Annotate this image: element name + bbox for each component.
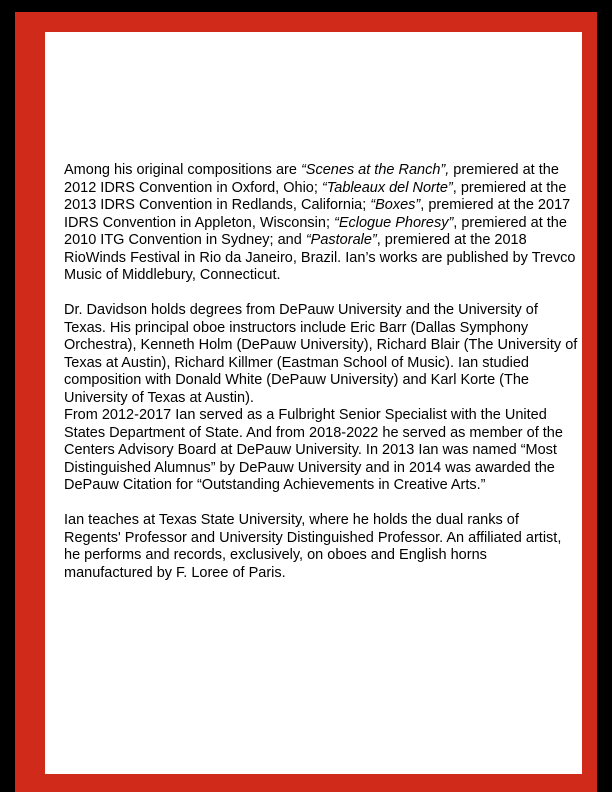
biography-text	[64, 162, 579, 600]
text-run: Among his original compositions are	[64, 162, 301, 178]
composition-title: “Pastorale”	[305, 232, 377, 248]
red-border	[15, 12, 597, 792]
text-run: , premiered at the 2017 IDRS Convention in Appleton, Wisconsin;	[64, 197, 571, 231]
text-run: premiered at the 2012 IDRS Convention in Oxford, Ohio;	[64, 162, 559, 196]
text-run: , premiered at the 2010 ITG Convention in Sydney; and	[64, 214, 567, 248]
white-panel	[45, 32, 582, 774]
teaching-paragraph: Ian teaches at Texas State University, where he holds the dual ranks of Regents' Professor and University Distinguished Professor. An affiliated artist, he performs and records, exclusively, on oboes and English horns manufactured by F. Loree of Paris.	[64, 512, 562, 581]
composition-title: “Tableaux del Norte”	[321, 179, 453, 196]
education-paragraph: Dr. Davidson holds degrees from DePauw University and the University of Texas. His principal oboe instructors include Eric Barr (Dallas Symphony Orchestra), Kenneth Holm (DePauw University), Richard Blair (The University of Texas at Austin), Richard Killmer (Eastman School of Music). Ian studied composition with Donald White (DePauw University) and Karl Korte (The University of Texas at Austin).	[64, 302, 578, 406]
text-run: , premiered at the 2013 IDRS Convention in Redlands, California;	[64, 179, 567, 213]
compositions-paragraph	[64, 162, 579, 285]
text-run: , premiered at the 2018 RioWinds Festival in Rio da Janeiro, Brazil. Ian’s works are published by Trevco Music of Middlebury, Connecticut.	[64, 232, 576, 283]
composition-title: “Boxes”	[370, 197, 421, 213]
composition-title: “Eclogue Phoresy”	[334, 214, 454, 231]
composition-title: “Scenes at the Ranch”,	[300, 162, 450, 178]
honors-paragraph: From 2012-2017 Ian served as a Fulbright Senior Specialist with the United States Department of State. And from 2018-2022 he served as member of the Centers Advisory Board at DePauw University. In 2013 Ian was named “Most Distinguished Alumnus” by DePauw University and in 2014 was awarded the DePauw Citation for “Outstanding Achievements in Creative Arts.”	[64, 407, 563, 493]
